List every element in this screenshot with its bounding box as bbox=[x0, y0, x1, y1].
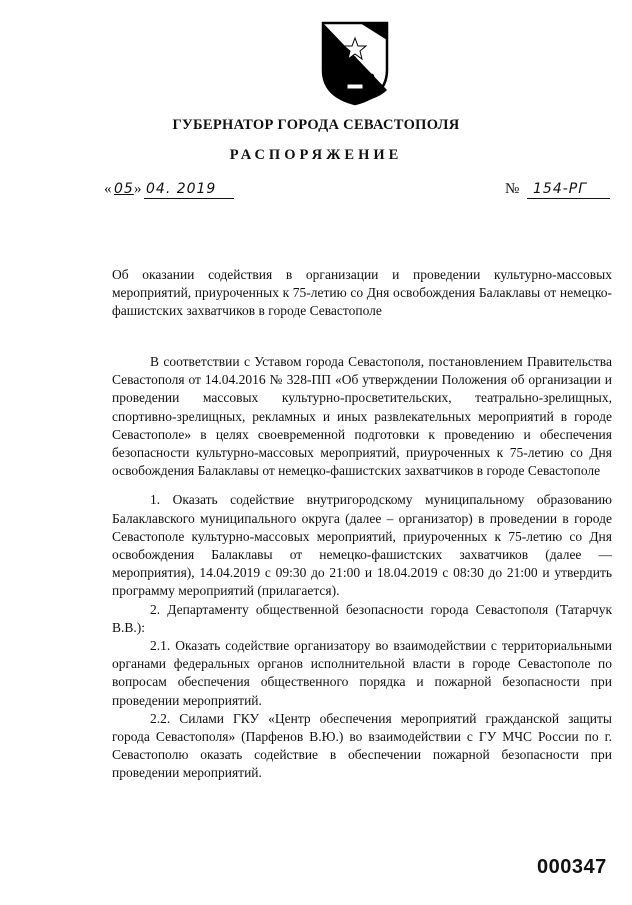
number-underline bbox=[527, 198, 610, 199]
item-2-2-paragraph: 2.2. Силами ГКУ «Центр обеспечения мероприятий гражданской защиты города Севастополя» (Парфенов В.Ю.) во взаимодействии с ГУ МЧС России по г. Севастополю оказать содействие в обеспечении пожарной безопасности при проведении мероприятий. bbox=[112, 710, 612, 781]
document-date bbox=[104, 181, 234, 205]
document-subject: Об оказании содействия в организации и проведении культурно-массовых мероприятий, приуроченных к 75-летию со Дня освобождения Балаклавы от немецко-фашистских захватчиков в городе Севастополе bbox=[112, 267, 612, 318]
page-number: 000347 bbox=[537, 856, 607, 878]
item-2-paragraph: 2. Департаменту общественной безопасности города Севастополя (Татарчук В.В.): bbox=[112, 601, 612, 635]
date-open-quote: « bbox=[104, 181, 112, 197]
preamble-paragraph: В соответствии с Уставом города Севастополя, постановлением Правительства Севастополя от 14.04.2016 № 328-ПП «Об утверждении Положения об организации и проведении массовых культурно-просветительских, театрально-зрелищных, спортивно-зрелищных, рекламных и иных развлекательных мероприятий в городе Севастополе» в целях своевременной подготовки к проведению и обеспечения безопасности культурно-массовых мероприятий, приуроченных к 75-летию со Дня освобождения Балаклавы от немецко-фашистских захватчиков в городе Севастополе bbox=[112, 354, 612, 479]
number-sign: № bbox=[505, 181, 520, 197]
document-number bbox=[505, 181, 610, 205]
document-body bbox=[112, 353, 612, 783]
date-day: 05 bbox=[114, 181, 134, 197]
item-1-paragraph: 1. Оказать содействие внутригородскому муниципальному образованию Балаклавского муниципального округа (далее – организатор) в проведении в городе Севастополе культурно-массовых мероприятий, приуроченных к 75-летию со Дня освобождения Балаклавы от немецко-фашистских захватчиков (далее — мероприятия), 14.04.2019 с 09:30 до 21:00 и 18.04.2019 с 08:30 до 21:00 и утвердить программу мероприятий (прилагается). bbox=[112, 492, 612, 599]
document-type-title: РАСПОРЯЖЕНИЕ bbox=[229, 147, 403, 163]
document-number-value: 154-РГ bbox=[533, 181, 588, 197]
sevastopol-coat-of-arms-icon bbox=[320, 20, 390, 106]
date-month-year: 04. 2019 bbox=[146, 181, 217, 197]
item-2-1-paragraph: 2.1. Оказать содействие организатору во взаимодействии с территориальными органами федеральных органов исполнительной власти в городе Севастополе по вопросам обеспечения общественного порядка и пожарной безопасности при проведении мероприятий. bbox=[112, 638, 612, 708]
date-close-quote: » bbox=[134, 181, 142, 197]
issuing-authority: ГУБЕРНАТОР ГОРОДА СЕВАСТОПОЛЯ bbox=[172, 117, 460, 133]
date-underline bbox=[144, 198, 234, 199]
